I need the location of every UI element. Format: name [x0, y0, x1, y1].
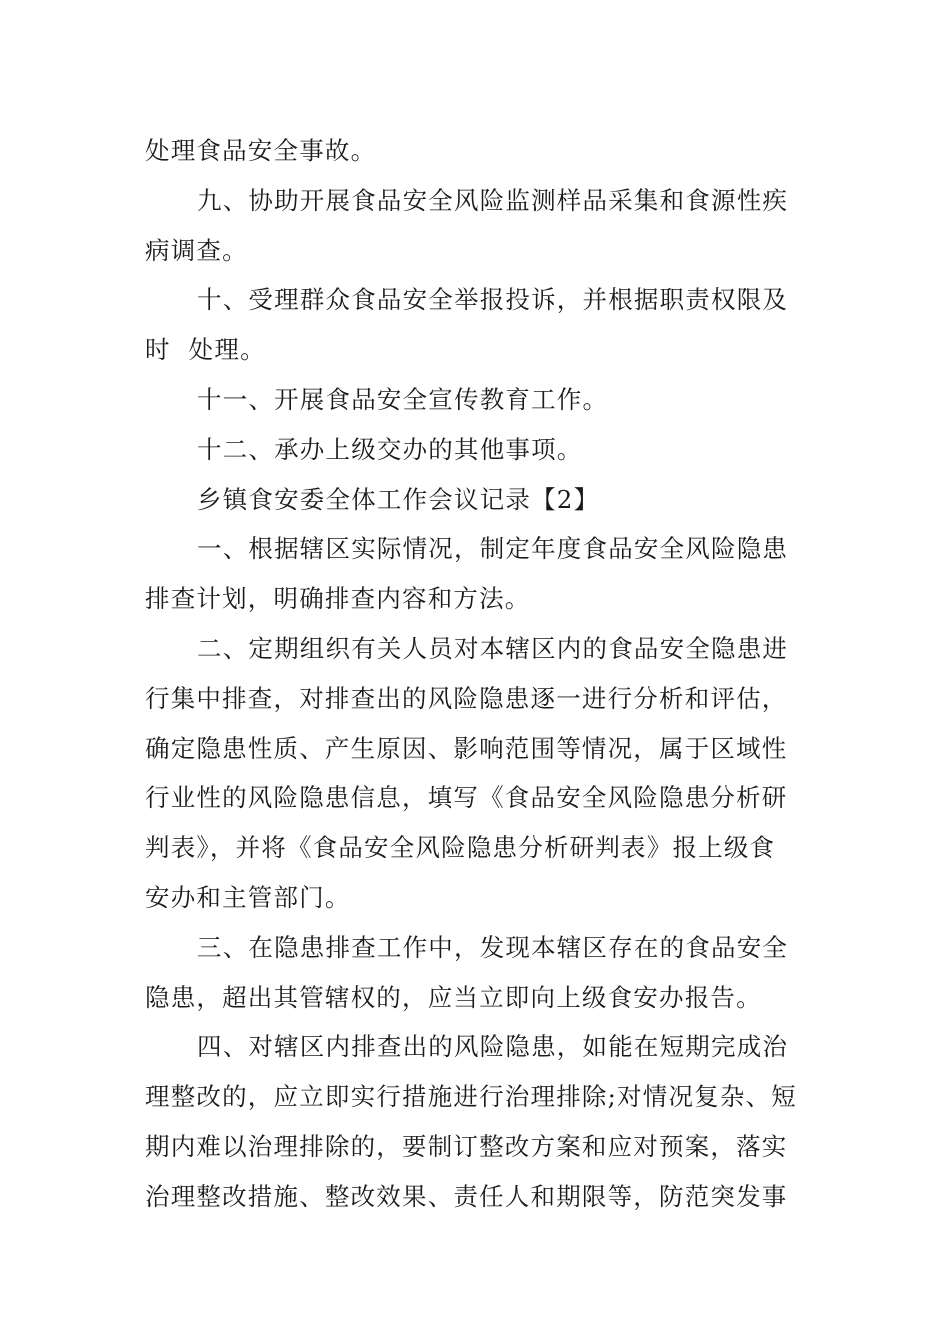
text-line: 处理食品安全事故。 — [145, 136, 377, 165]
text-line: 确定隐患性质、产生原因、影响范围等情况，属于区域性 — [145, 733, 788, 763]
text-line: 时 处理。 — [145, 335, 266, 365]
text-line: 判表》，并将《食品安全风险隐患分析研判表》报上级食 — [145, 833, 776, 863]
text-line: 十二、承办上级交办的其他事项。 — [197, 434, 583, 464]
text-line: 四、对辖区内排查出的风险隐患，如能在短期完成治 — [197, 1032, 789, 1062]
text-line: 十一、开展食品安全宣传教育工作。 — [197, 384, 609, 414]
text-line: 二、定期组织有关人员对本辖区内的食品安全隐患进 — [197, 633, 789, 663]
text-line: 九、协助开展食品安全风险监测样品采集和食源性疾 — [197, 185, 789, 215]
text-line: 病调查。 — [145, 235, 248, 265]
text-line: 理整改的，应立即实行措施进行治理排除;对情况复杂、短 — [145, 1082, 797, 1112]
text-line: 十、受理群众食品安全举报投诉，并根据职责权限及 — [197, 285, 789, 315]
document-body — [145, 126, 810, 1222]
text-line: 行业性的风险隐患信息，填写《食品安全风险隐患分析研 — [145, 783, 788, 813]
text-line: 一、根据辖区实际情况，制定年度食品安全风险隐患 — [197, 534, 789, 564]
text-line: 期内难以治理排除的，要制订整改方案和应对预案，落实 — [145, 1131, 788, 1161]
text-line: 排查计划，明确排查内容和方法。 — [145, 584, 531, 614]
text-line: 安办和主管部门。 — [145, 882, 351, 912]
text-line: 隐患，超出其管辖权的，应当立即向上级食安办报告。 — [145, 982, 762, 1012]
text-line: 治理整改措施、整改效果、责任人和期限等，防范突发事 — [145, 1181, 788, 1211]
section-heading: 乡镇食安委全体工作会议记录【2】 — [197, 484, 600, 514]
text-line: 行集中排查，对排查出的风险隐患逐一进行分析和评估， — [145, 683, 788, 713]
text-line: 三、在隐患排查工作中，发现本辖区存在的食品安全 — [197, 932, 789, 962]
